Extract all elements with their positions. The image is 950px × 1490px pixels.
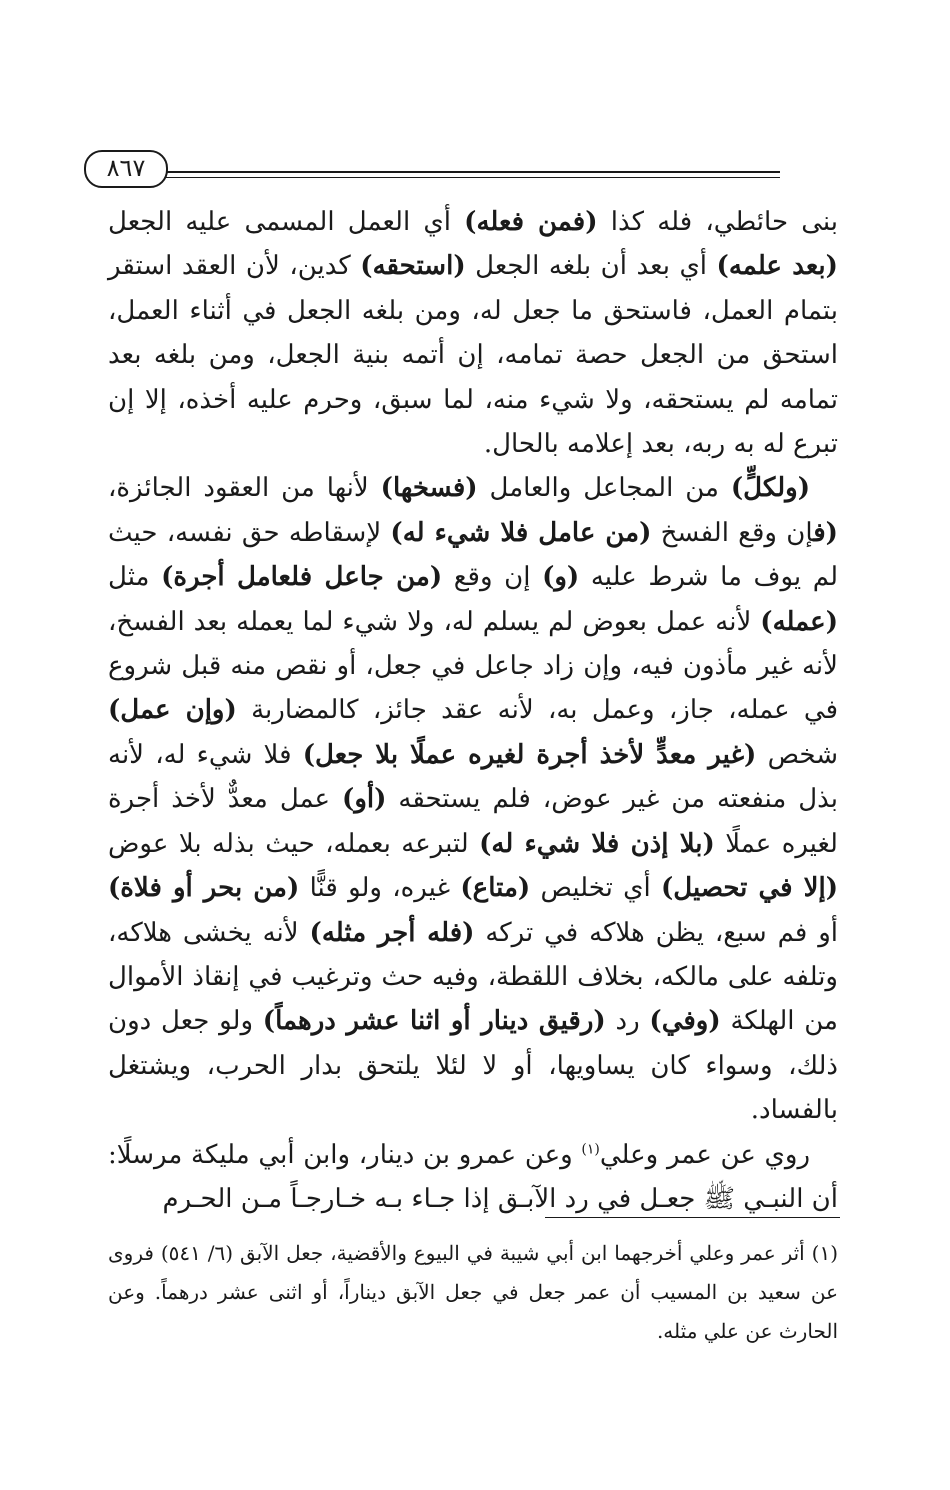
text-run: لتبرعه بعمله، حيث بذله بلا عوض bbox=[108, 828, 480, 859]
bold-term: (رقيق دينار أو اثنا عشر درهماً) bbox=[262, 1006, 606, 1037]
text-run: رد bbox=[605, 1006, 650, 1037]
footnote-separator bbox=[545, 1217, 840, 1218]
text-run: من المجاعل والعامل bbox=[477, 473, 731, 504]
text-run: أي تخليص bbox=[530, 873, 661, 904]
paragraph-3 bbox=[108, 1133, 838, 1222]
text-run: لأنه يخشى هلاكه، وتلفه على مالكه، بخلاف اللقطة، وفيه حث وترغيب في إنقاذ الأموال من الهلكة bbox=[108, 917, 838, 1037]
bold-term: (و) bbox=[542, 562, 580, 593]
bold-term: (غير معدٍّ لأخذ أجرة لغيره عملًا بلا جعل) bbox=[302, 739, 757, 770]
text-run: أي العمل المسمى عليه الجعل bbox=[108, 207, 465, 237]
text-run: شخص bbox=[756, 739, 838, 770]
text-run: إن وقع bbox=[442, 562, 543, 593]
text-run: أي بعد أن بلغه الجعل bbox=[465, 251, 717, 282]
bold-term: (من عامل فلا شيء له) bbox=[390, 517, 652, 548]
text-run: روي عن عمر وعلي bbox=[599, 1139, 810, 1170]
paragraph-1 bbox=[108, 200, 838, 466]
bold-term: (عمله) bbox=[760, 606, 838, 637]
bold-term: (فسخها) bbox=[380, 473, 478, 504]
bold-term: (وفي) bbox=[649, 1006, 721, 1037]
bold-term: (من بحر أو فلاة) bbox=[108, 873, 300, 904]
bold-term: (متاع) bbox=[460, 873, 531, 904]
bold-term: (من جاعل فلعامل أجرة) bbox=[161, 562, 443, 593]
header-rule bbox=[110, 171, 780, 178]
text-run: ولو جعل دون ذلك، وسواء كان يساويها، أو لا لئلا يلتحق بدار الحرب، ويشتغل بالفساد. bbox=[108, 1006, 838, 1126]
bold-term: (استحقه) bbox=[360, 251, 466, 282]
text-run: أو فم سبع، يظن هلاكه في تركه bbox=[474, 917, 838, 948]
bold-term: (وإن عمل) bbox=[108, 695, 237, 726]
bold-term: (بعد علمه) bbox=[716, 251, 838, 282]
footnote-reference: (١) bbox=[581, 1140, 600, 1157]
text-run: مثل bbox=[108, 562, 162, 593]
text-run: كدين، لأن العقد استقر بتمام العمل، فاستحق ما جعل له، ومن بلغه الجعل في أثناء العمل، استحق من الجعل حصة تمامه، إن أتمه بنية الجعل، ومن بلغه بعد تمامه لم يستحقه، ولا شيء منه، لما سبق، وحرم عليه أخذه، إلا إن تبرع له به ربه، بعد إعلامه بالحال. bbox=[108, 251, 838, 460]
text-run: بنى حائطي، فله كذا bbox=[597, 207, 838, 237]
bold-term: (أو) bbox=[342, 784, 387, 815]
page-number: ٨٦٧ bbox=[84, 150, 168, 188]
text-run: غيره، ولو قنًّا bbox=[299, 873, 461, 904]
footnote: (١) أثر عمر وعلي أخرجهما ابن أبي شيبة في البيوع والأقضية، جعل الآبق (٦/ ٥٤١) فروى عن سعيد بن المسيب أن عمر جعل في جعل الآبق ديناراً، أو اثنى عشر درهماً. وعن الحارث عن علي مثله. bbox=[108, 1241, 838, 1343]
bold-term: (إلا في تحصيل) bbox=[660, 873, 839, 904]
text-run: لأنه عمل بعوض لم يسلم له، ولا شيء لما يعمله بعد الفسخ، لأنه غير مأذون فيه، وإن زاد جاعل في جعل، أو نقص منه قبل شروع في عمله، جاز، وعمل به، لأنه عقد جائز، كالمضاربة bbox=[108, 606, 838, 726]
bold-term: (بلا إذن فلا شيء له) bbox=[479, 828, 715, 859]
text-run: وعن عمرو بن دينار، وابن أبي مليكة مرسلًا: أن النبـي ﷺ جعـل في رد الآبـق إذا جـاء بـه خـارجـاً مـن الحـرم bbox=[108, 1139, 838, 1214]
text-run: لإسقاطه حق نفسه، حيث لم يوف ما شرط عليه bbox=[108, 517, 838, 593]
text-run: فلا شيء له، لأنه بذل منفعته من غير عوض، فلم يستحقه bbox=[108, 739, 838, 815]
main-text bbox=[108, 200, 838, 1221]
text-run: عمل معدٌّ لأخذ أجرة لغيره عملًا bbox=[108, 784, 838, 859]
paragraph-2 bbox=[108, 466, 838, 1132]
bold-term: (ف bbox=[813, 517, 838, 548]
bold-term: (فمن فعله) bbox=[464, 207, 598, 237]
bold-term: (ولكلٍّ) bbox=[730, 473, 810, 504]
bold-term: (فله أجر مثله) bbox=[309, 917, 475, 948]
text-run: لأنها من العقود الجائزة، bbox=[108, 473, 381, 504]
text-run: إن وقع الفسخ bbox=[651, 517, 814, 548]
